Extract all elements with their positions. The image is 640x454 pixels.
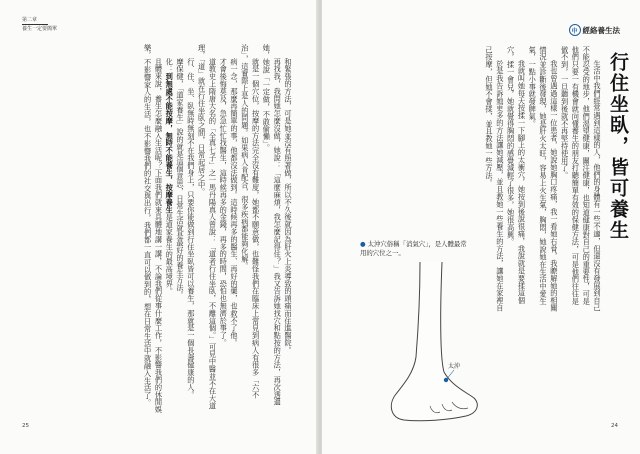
- left-paragraph: 且體來說，養生怎麼融入生活呢？下面我們就來具體地講一講，不論我們從事什麼工作，不影響我們的休閒娛樂，不影響家人的生活，也不影響我們的社交與出行，我們都一直可以做到的，想在日常生活中就融入生活了。: [143, 44, 164, 414]
- left-paragraph: 和緊張的方法，可是她並沒有照著做，所以不久後就因為肝火上炎導致的頭痛而住進醫院。: [284, 58, 293, 355]
- left-paragraph: 病一念，那麼再簡單的事，他都沒法做到。這時候再多的醫生、再好的藥，也救不了他。: [230, 58, 240, 347]
- left-paragraph: 道教史上隋唐大名的「全真七子」之一馬丹陽真人曾說：「道者行住坐臥，不離這個。」可見中醫並不在大道理，「道」就在行住坐臥之間，日常起居之中。: [197, 44, 218, 410]
- chapter-subtitle: 養生一定要簡單: [22, 26, 58, 32]
- book-brand: 經絡養生法: [582, 25, 620, 35]
- right-paragraph: 我也曾遇過這樣一位患者，她說她胸口疼痛，我一看她右脅，我瞭解她的相關情況並診斷後發現，她是肝火太旺，容易上火生氣，胸悶，她說她在生活中愛生氣，一點小事就發脾氣。: [528, 46, 559, 312]
- right-paragraph: 我就叫她每天按揉一下腳上的太衝穴，她按到後說很痛，我說就是要揉這個穴，揉一會兒，她就覺得胸悶的感覺減輕了很多，她很高興。: [506, 46, 527, 305]
- left-body-text: [34, 44, 293, 416]
- left-page: [0, 0, 318, 454]
- section-title: 行住坐臥，皆可養生: [607, 52, 629, 241]
- right-paragraph: 於是我告訴她更多的方法讓她減壓，並且教她一些養生的方法，讓她在家裡自己按摩，但她不會揉，並且教她一些方法。: [485, 46, 505, 312]
- left-paragraph: 行、住、坐、臥無時無刻不在我們身上，只要你能做到行住坐臥皆可以養生，那就是一個長壽健康的人。: [186, 58, 196, 399]
- left-paragraph: 才會後悔莫及，急急忙忙找醫生，這時候再多的金錢，再多的時間，恐怕也無濟於事了。: [219, 58, 229, 347]
- left-paragraph: 就是一個穴位，按摩的方法完全沒有難度，她都不願意做，也難怪我們在臨床上常見到病人有很多「六不治」，這實際上是人的問題。如果病人肯配合，很多疾病都能夠化解。: [240, 44, 261, 399]
- emphasis-tail: 是道家養生的最高境界。: [165, 213, 175, 296]
- page-number-right: 24: [611, 423, 618, 429]
- running-header-left: [22, 17, 57, 32]
- left-paragraph-emphasis: [163, 44, 174, 416]
- left-paragraph: 再找我，我問她怎麼沒做，她說：「這麼麻煩，我怎麼記得住？」我又告訴她找穴和點按的方法，再次透過她，她說「一定做，不敢偷懶」。: [262, 44, 283, 407]
- acupoint-label: 太沖: [448, 363, 461, 370]
- foot-illustration-icon: [382, 262, 482, 427]
- emphasis-bold: 到無處不能按摩，無時不能養生，按摩養生: [165, 73, 175, 214]
- running-header-right: [569, 24, 621, 36]
- emphasis-lead: 化：: [165, 58, 175, 74]
- right-body-text: [485, 46, 602, 312]
- bullet-icon: ●: [360, 240, 366, 248]
- page-number-left: 25: [22, 423, 29, 429]
- figure-caption-text: 太沖穴俗稱「消氣穴」，是人體最常用的穴位之一。: [360, 240, 467, 257]
- right-page: [322, 0, 640, 454]
- left-paragraph: 摩保健，「道家養生」說的就是這個意思，日常生活就是最好的養生方法。: [176, 58, 186, 299]
- figure-caption: [360, 240, 468, 258]
- book-badge-icon: 中: [569, 24, 581, 36]
- right-paragraph: 生活中我們經常遇到這樣的人，他們的身體有一些不適，但還沒有發展到自己不能忍受的地步，他們渴望健康，關注健康，也知道健康對自己的重要性，可是他們只要一有機會就向懂養生的朋友打聽簡單有效的保健方法，可是他們往往是做不到，一旦聽到後就不再堅持使用了。: [560, 46, 602, 312]
- chapter-label: 第二章: [22, 17, 38, 23]
- header-rule: [22, 24, 48, 25]
